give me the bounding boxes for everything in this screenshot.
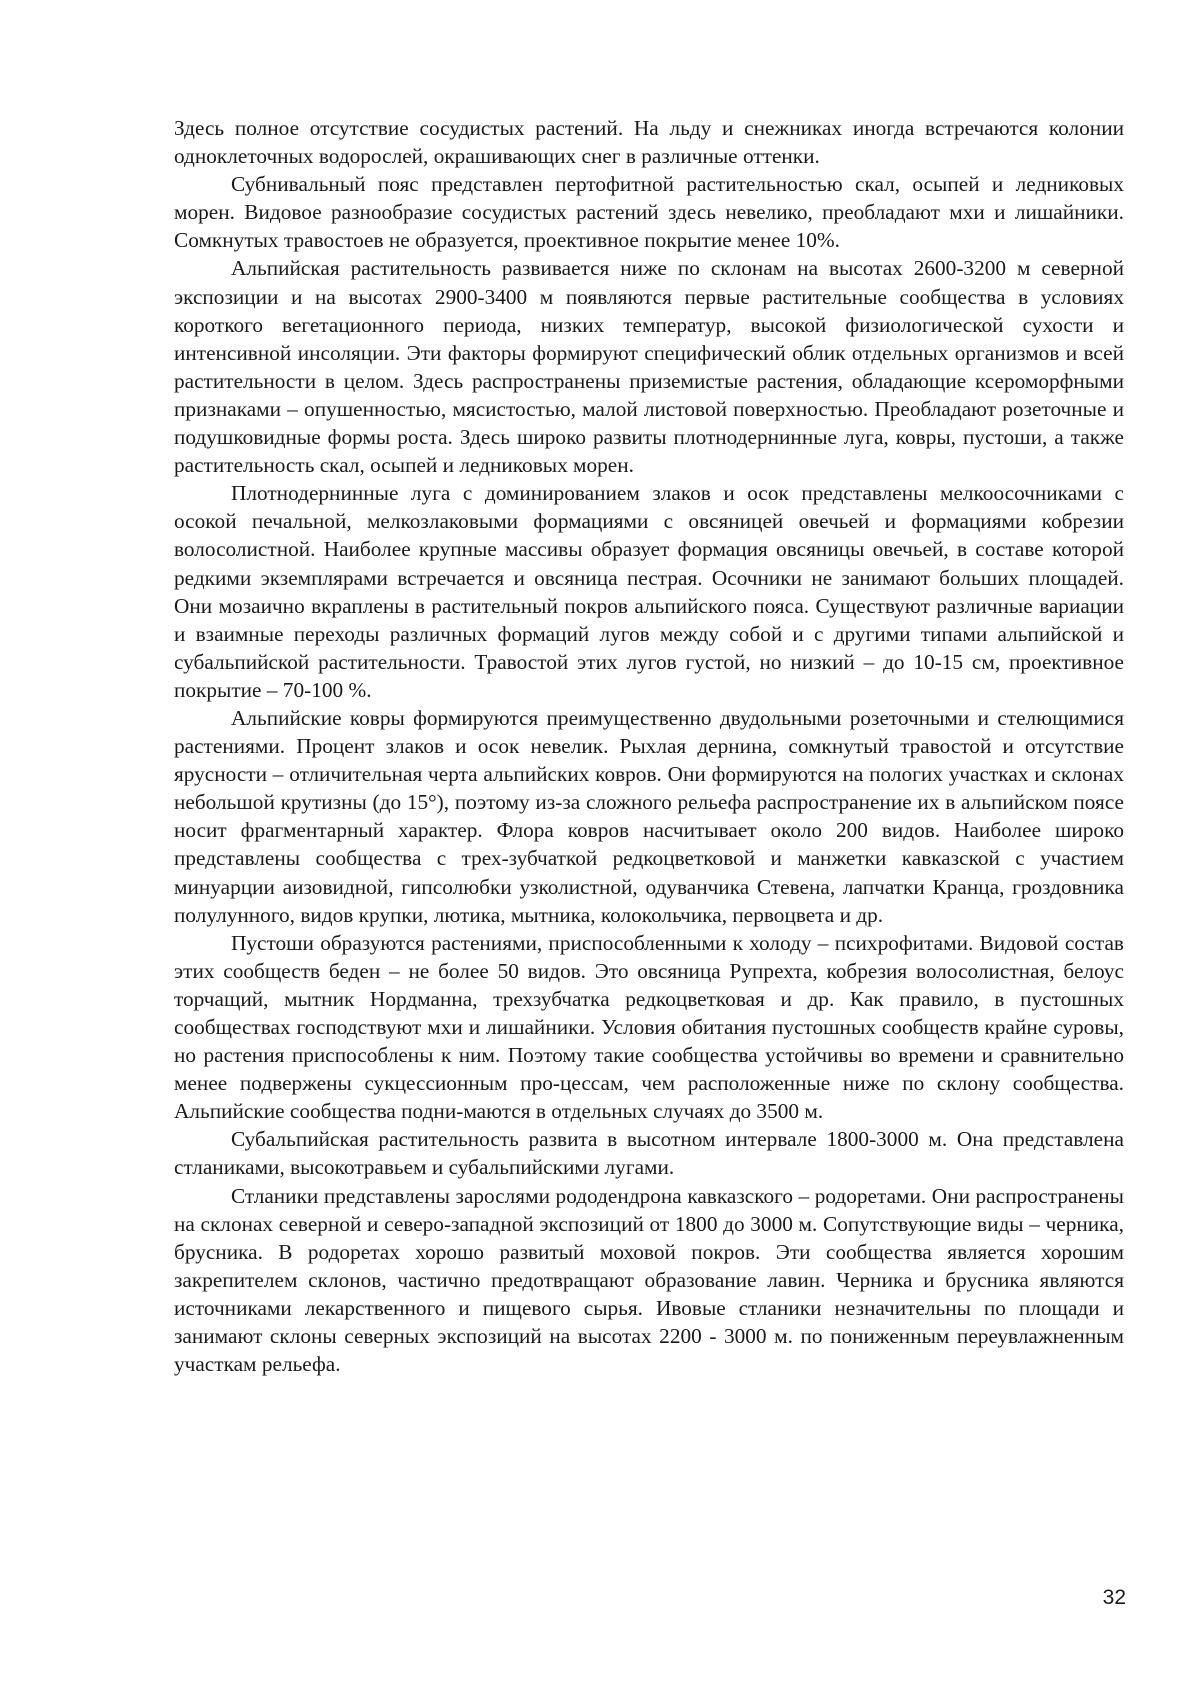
paragraph-subalpine-vegetation: Субальпийская растительность развита в высотном интервале 1800-3000 м. Она представлена стланиками, высокотравьем и субальпийскими лугами. xyxy=(174,1127,1124,1180)
paragraph-elfin-woodlands: Стланики представлены зарослями рододендрона кавказского – родоретами. Они распространены на склонах северной и северо-западной экспозиций от 1800 до 3000 м. Сопутствующие виды – черника, брусника. В родоретах хорошо развитый моховой покров. Эти сообщества является хорошим закрепителем склонов, частично предотвращают образование лавин. Черника и брусника являются источниками лекарственного и пищевого сырья. Ивовые стланики незначительны по площади и занимают склоны северных экспозиций на высотах 2200 - 3000 м. по пониженным переувлажненным участкам рельефа. xyxy=(174,1183,1124,1377)
paragraph-subnival-belt: Субнивальный пояс представлен пертофитной растительностью скал, осыпей и ледниковых морен. Видовое разнообразие сосудистых растений здесь невелико, преобладают мхи и лишайники. Сомкнутых травостоев не образуется, проективное покрытие менее 10%. xyxy=(174,172,1124,253)
paragraph-wastelands: Пустоши образуются растениями, приспособленными к холоду – психрофитами. Видовой состав этих сообществ беден – не более 50 видов. Это овсяница Рупрехта, кобрезия волосолистная, белоус торчащий, мытник Нордманна, трехзубчатка редкоцветковая и др. Как правило, в пустошных сообществах господствуют мхи и лишайники. Условия обитания пустошных сообществ крайне суровы, но растения приспособлены к ним. Поэтому такие сообщества устойчивы во времени и сравнительно менее подвержены сукцессионным про-цессам, чем расположенные ниже по склону сообщества. Альпийские сообщества подни-маются в отдельных случаях до 3500 м. xyxy=(174,930,1124,1124)
page-number: 32 xyxy=(1102,1586,1126,1609)
paragraph-alpine-vegetation: Альпийская растительность развивается ниже по склонам на высотах 2600-3200 м северной экспозиции и на высотах 2900-3400 м появляются первые растительные сообщества в условиях короткого вегетационного периода, низких температур, высокой физиологической сухости и интенсивной инсоляции. Эти факторы формируют специфический облик отдельных организмов и всей растительности в целом. Здесь распространены приземистые растения, обладающие ксероморфными признаками – опушенностью, мясистостью, малой листовой поверхностью. Преобладают розеточные и подушковидные формы роста. Здесь широко развиты плотнодернинные луга, ковры, пустоши, а также растительность скал, осыпей и ледниковых морен. xyxy=(174,256,1124,478)
paragraph-dense-sod-meadows: Плотнодернинные луга с доминированием злаков и осок представлены мелкоосочниками с осокой печальной, мелкозлаковыми формациями с овсяницей овечьей и формациями кобрезии волосолистной. Наиболее крупные массивы образует формация овсяницы овечьей, в составе которой редкими экземплярами встречается и овсяница пестрая. Осочники не занимают больших площадей. Они мозаично вкраплены в растительный покров альпийского пояса. Существуют различные вариации и взаимные переходы различных формаций лугов между собой и с другими типами альпийской и субальпийской растительности. Травостой этих лугов густой, но низкий – до 10-15 см, проективное покрытие – 70-100 %. xyxy=(174,481,1124,702)
paragraph-alpine-carpets: Альпийские ковры формируются преимущественно двудольными розеточными и стелющимися растениями. Процент злаков и осок невелик. Рыхлая дернина, сомкнутый травостой и отсутствие ярусности – отличительная черта альпийских ковров. Они формируются на пологих участках и склонах небольшой крутизны (до 15°), поэтому из-за сложного рельефа распространение их в альпийском поясе носит фрагментарный характер. Флора ковров насчитывает около 200 видов. Наиболее широко представлены сообщества с трех-зубчаткой редкоцветковой и манжетки кавказской с участием минуарции аизовидной, гипсолюбки узколистной, одуванчика Стевена, лапчатки Кранца, гроздовника полулунного, видов крупки, лютика, мытника, колокольчика, первоцвета и др. xyxy=(174,705,1124,927)
page-text xyxy=(174,114,1124,1378)
paragraph-vascular-absence: Здесь полное отсутствие сосудистых растений. На льду и снежниках иногда встречаются колонии одноклеточных водорослей, окрашивающих снег в различные оттенки. xyxy=(174,116,1124,169)
